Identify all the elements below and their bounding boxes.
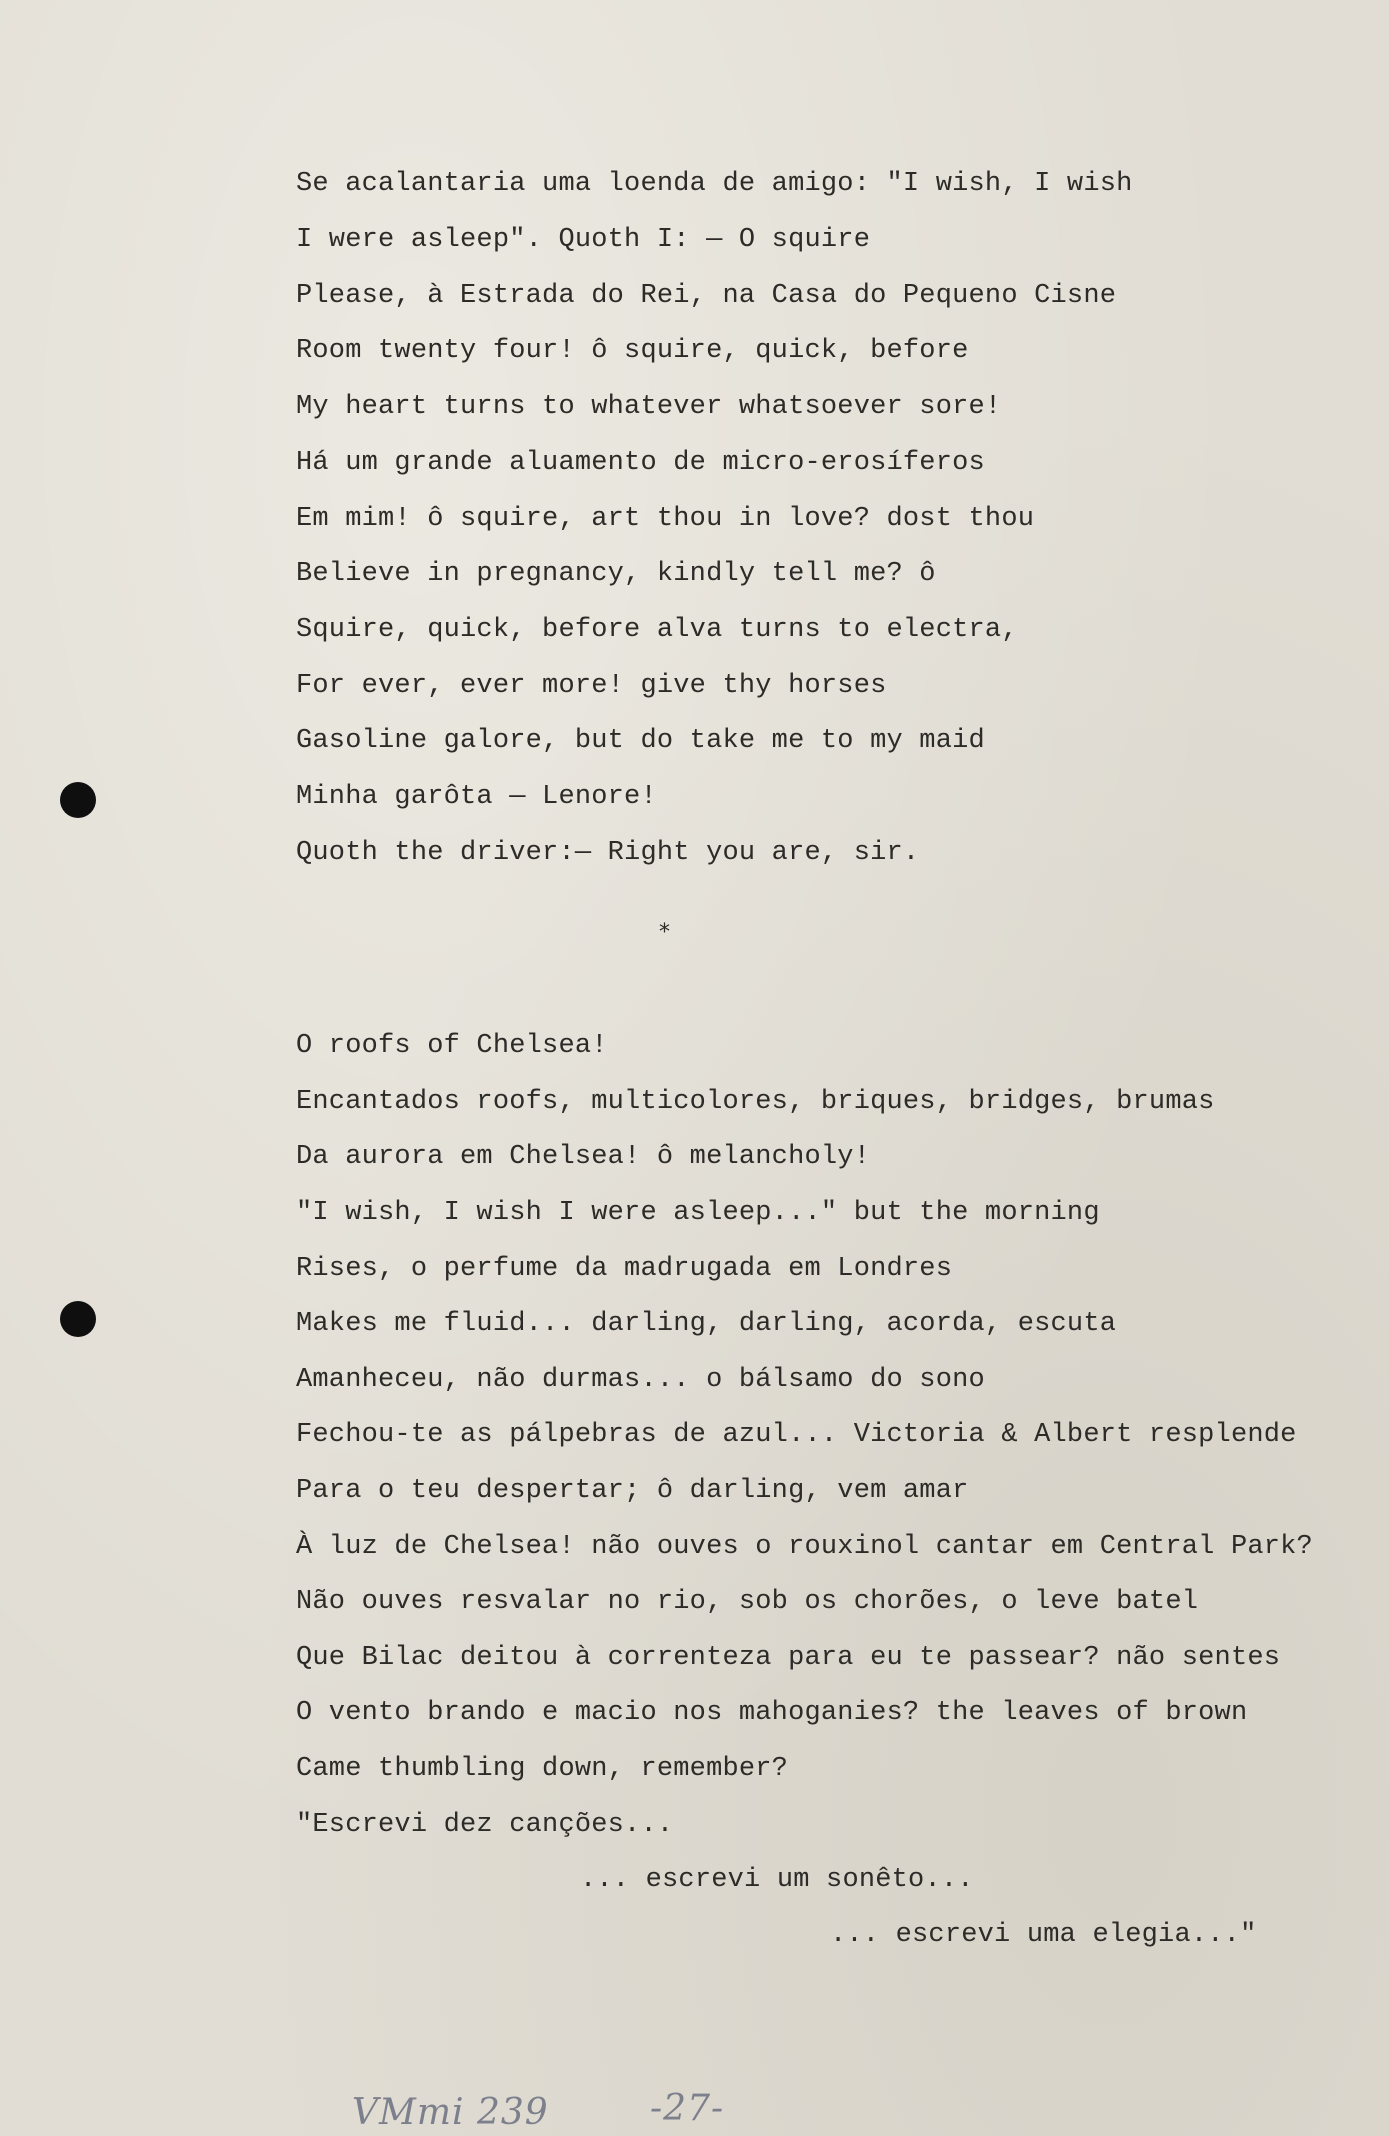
poem-line: Que Bilac deitou à correnteza para eu te passear? não sentes: [296, 1643, 1281, 1673]
poem-line: Não ouves resvalar no rio, sob os chorões, o leve batel: [296, 1587, 1199, 1617]
section-separator: *: [659, 920, 670, 945]
poem-line: Gasoline galore, but do take me to my maid: [296, 726, 985, 756]
poem-line: O vento brando e macio nos mahoganies? the leaves of brown: [296, 1698, 1248, 1728]
poem-line: Quoth the driver:— Right you are, sir.: [296, 838, 920, 868]
poem-line: O roofs of Chelsea!: [296, 1031, 608, 1061]
poem-line: Makes me fluid... darling, darling, acorda, escuta: [296, 1309, 1117, 1339]
poem-line: Minha garôta — Lenore!: [296, 782, 657, 812]
poem-line: For ever, ever more! give thy horses: [296, 671, 887, 701]
poem-line: Room twenty four! ô squire, quick, before: [296, 336, 969, 366]
poem-line: Da aurora em Chelsea! ô melancholy!: [296, 1142, 871, 1172]
page-number: -27-: [650, 2088, 725, 2129]
poem-line: Em mim! ô squire, art thou in love? dost thou: [296, 504, 1035, 534]
poem-line: "I wish, I wish I were asleep..." but the morning: [296, 1198, 1100, 1228]
poem-line: Rises, o perfume da madrugada em Londres: [296, 1254, 953, 1284]
poem-line: Encantados roofs, multicolores, briques, bridges, brumas: [296, 1087, 1215, 1117]
archive-reference: VMmi 239: [352, 2092, 549, 2133]
punch-hole: [60, 782, 96, 818]
poem-line: Há um grande aluamento de micro-erosíferos: [296, 448, 985, 478]
poem-line: Para o teu despertar; ô darling, vem amar: [296, 1476, 969, 1506]
poem-line: Squire, quick, before alva turns to electra,: [296, 615, 1018, 645]
poem-line: Came thumbling down, remember?: [296, 1754, 789, 1784]
poem-line: À luz de Chelsea! não ouves o rouxinol cantar em Central Park?: [296, 1532, 1313, 1562]
poem-line: Please, à Estrada do Rei, na Casa do Pequeno Cisne: [296, 281, 1117, 311]
poem-line: Believe in pregnancy, kindly tell me? ô: [296, 559, 936, 589]
punch-hole: [60, 1301, 96, 1337]
poem-line-indented: ... escrevi um sonêto...: [580, 1865, 974, 1895]
poem-line: Se acalantaria uma loenda de amigo: "I wish, I wish: [296, 169, 1133, 199]
poem-line: Fechou-te as pálpebras de azul... Victoria & Albert resplende: [296, 1420, 1297, 1450]
poem-line: "Escrevi dez canções...: [296, 1810, 674, 1840]
poem-line: I were asleep". Quoth I: — O squire: [296, 225, 871, 255]
poem-line: My heart turns to whatever whatsoever sore!: [296, 392, 1002, 422]
poem-line: Amanheceu, não durmas... o bálsamo do sono: [296, 1365, 985, 1395]
poem-line-indented: ... escrevi uma elegia...": [830, 1920, 1257, 1950]
